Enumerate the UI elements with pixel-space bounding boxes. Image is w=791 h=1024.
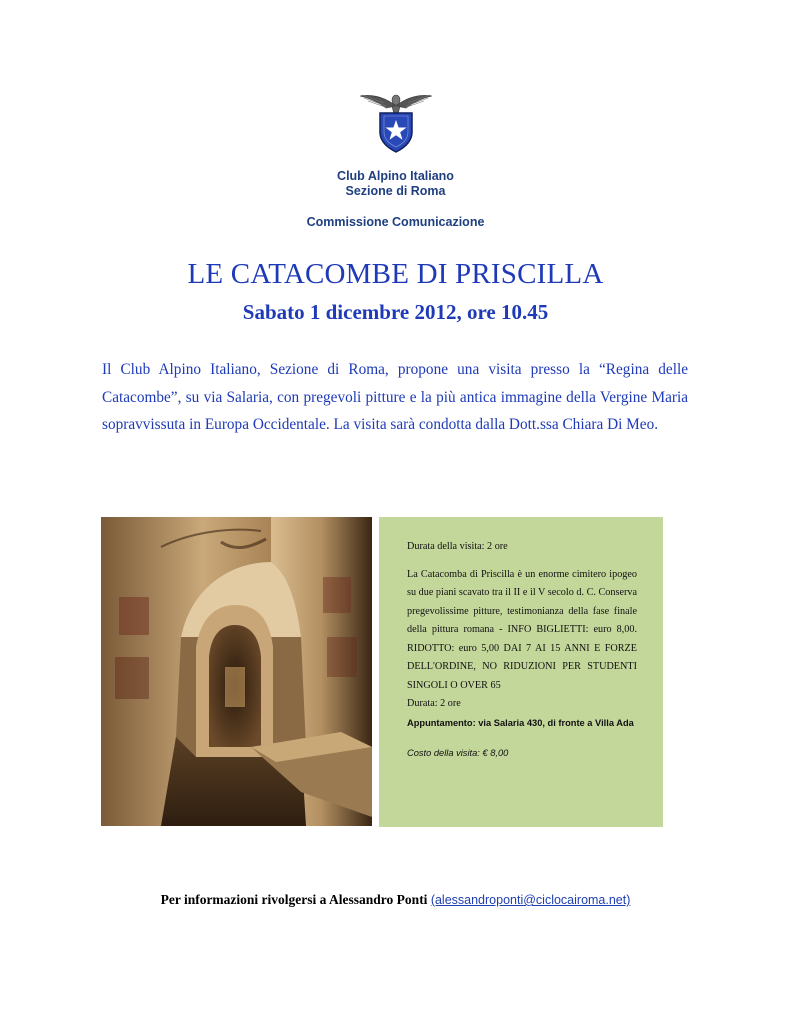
appointment-info: Appuntamento: via Salaria 430, di fronte a Villa Ada: [407, 717, 634, 728]
duration-bottom: Durata: 2 ore: [407, 698, 461, 709]
eagle-icon: [360, 95, 432, 114]
duration-top: Durata della visita: 2 ore: [407, 541, 508, 552]
org-name: Club Alpino Italiano: [337, 169, 454, 183]
event-date: Sabato 1 dicembre 2012, ore 10.45: [242, 300, 549, 324]
footer-contact: [0, 892, 791, 908]
catacomb-details: La Catacomba di Priscilla è un enorme cimitero ipogeo su due piani scavato tra il II e il V secolo d. C. Conserva pregevolissime pitture, testimonianza della fase finale della pittura romana - INFO BIGLIETTI: euro 8,00. RIDOTTO: euro 5,00 DAI 7 AI 15 ANNI E FORZE DELL'ORDINE, NO RIDUZIONI PER STUDENTI SINGOLI O OVER 65: [407, 568, 637, 691]
event-description: Il Club Alpino Italiano, Sezione di Roma, propone una visita presso la “Regina delle Catacombe”, su via Salaria, con pregevoli pitture e la più antica immagine della Vergine Maria sopravvissuta in Europa Occidentale. La visita sarà condotta dalla Dott.ssa Chiara Di Meo.: [102, 361, 688, 433]
visit-cost: Costo della visita: € 8,00: [407, 748, 509, 758]
info-box-text: [407, 538, 637, 763]
contact-email-link[interactable]: (alessandroponti@ciclocairoma.net): [430, 893, 631, 907]
section-name: Sezione di Roma: [345, 184, 446, 198]
contact-text: Per informazioni rivolgersi a Alessandro Ponti: [160, 892, 428, 907]
commission-name: Commissione Comunicazione: [306, 215, 485, 229]
event-title: LE CATACOMBE DI PRISCILLA: [187, 258, 604, 290]
catacomb-photo: [101, 517, 372, 826]
cai-logo: [356, 86, 436, 156]
